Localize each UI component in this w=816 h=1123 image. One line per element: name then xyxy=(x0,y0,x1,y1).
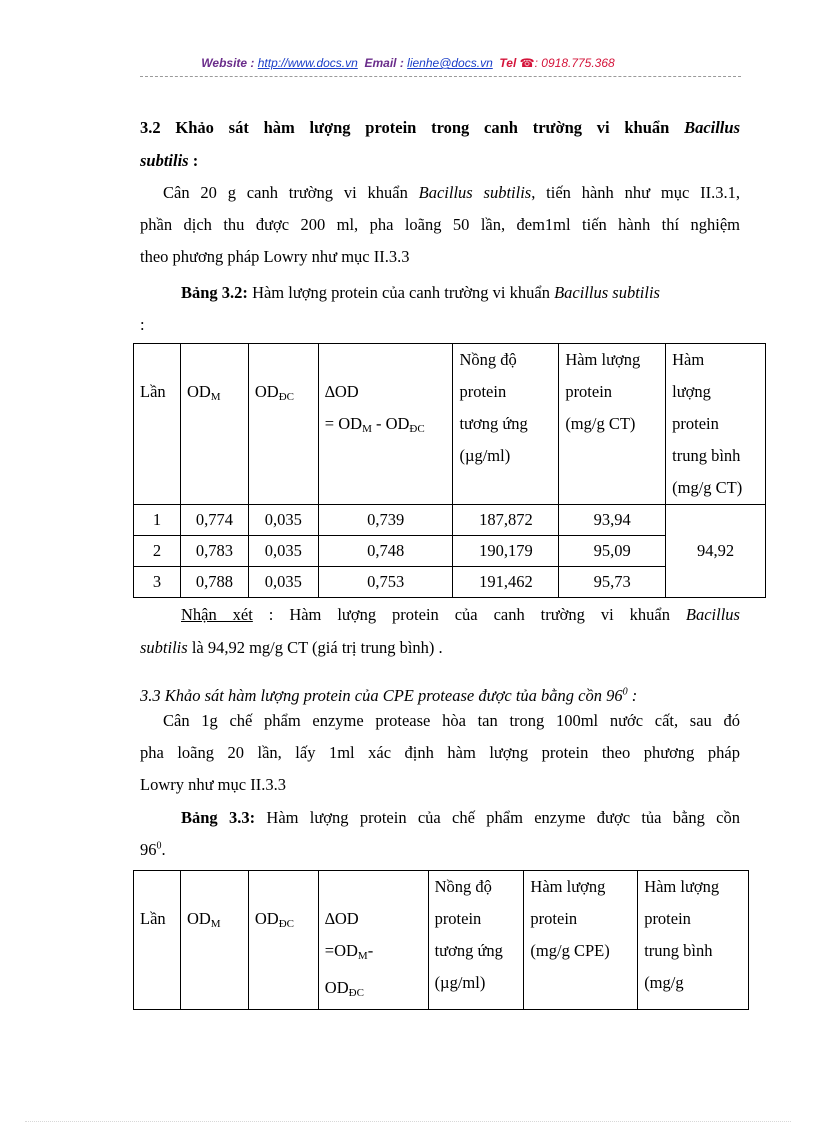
header-od-dc: $OD_{ĐC}$ xyxy=(248,344,318,505)
cell-od-m: 0,788 xyxy=(180,567,248,598)
page-bottom-border xyxy=(25,1121,791,1122)
cell-concentration: 190,179 xyxy=(453,536,559,567)
table-header-row xyxy=(134,871,749,1010)
header-concentration: Nồng độ protein tương ứng (µg/ml) xyxy=(428,871,524,1010)
section-3-2-heading-cont: subtilis : xyxy=(140,151,199,170)
header-od-m: $OD_M$ xyxy=(180,344,248,505)
section-3-3-heading: 3.3 Khảo sát hàm lượng protein của CPE protease được tủa bằng cồn $96^0$ : xyxy=(140,686,638,705)
cell-content: 95,73 xyxy=(559,567,666,598)
paragraph-line: theo phương pháp Lowry như mục II.3.3 xyxy=(140,247,410,266)
cell-delta-od: 0,739 xyxy=(318,505,453,536)
header-od-m: $OD_M$ xyxy=(180,871,248,1010)
header-divider xyxy=(140,76,741,77)
paragraph-line: Cân 1g chế phẩm enzyme protease hòa tan trong 100ml nước cất, sau đó xyxy=(163,711,740,730)
section-3-2-heading: 3.2 Khảo sát hàm lượng protein trong canh trường vi khuẩn Bacillus xyxy=(140,118,740,137)
tel-label: Tel xyxy=(499,56,517,70)
header-delta-od: ∆OD $=OD_M-$ $OD_{ĐC}$ xyxy=(318,871,428,1010)
paragraph-line: Lowry như mục II.3.3 xyxy=(140,775,286,794)
header-average: Hàm lượng protein trung bình (mg/g CT) xyxy=(666,344,766,505)
website-link[interactable]: http://www.docs.vn xyxy=(257,56,358,70)
cell-content: 95,09 xyxy=(559,536,666,567)
comment-line: Nhận xét : Hàm lượng protein của canh trường vi khuẩn Bacillus xyxy=(181,605,740,624)
cell-od-dc: 0,035 xyxy=(248,567,318,598)
cell-od-dc: 0,035 xyxy=(248,536,318,567)
table-3-2-caption: Bảng 3.2: Hàm lượng protein của canh trường vi khuẩn Bacillus subtilis xyxy=(181,283,660,302)
cell-average: 94,92 xyxy=(666,505,766,598)
cell-lan: 1 xyxy=(134,505,181,536)
header-content: Hàm lượng protein (mg/g CT) xyxy=(559,344,666,505)
paragraph-line: phần dịch thu được 200 ml, pha loãng 50 lần, đem1ml tiến hành thí nghiệm xyxy=(140,215,740,234)
cell-od-m: 0,774 xyxy=(180,505,248,536)
cell-lan: 2 xyxy=(134,536,181,567)
header-average: Hàm lượng protein trung bình (mg/g xyxy=(638,871,749,1010)
comment-line-cont: subtilis là 94,92 mg/g CT (giá trị trung bình) . xyxy=(140,638,443,657)
website-label: Website : xyxy=(201,56,255,70)
header-concentration: Nồng độ protein tương ứng (µg/ml) xyxy=(453,344,559,505)
phone-icon: ☎ xyxy=(519,56,535,70)
header-od-dc: $OD_{ĐC}$ xyxy=(248,871,318,1010)
table-3-2 xyxy=(133,343,766,598)
table-header-row xyxy=(134,344,766,505)
header-lan: Lần xyxy=(134,344,181,505)
header-lan: Lần xyxy=(134,871,181,1010)
email-label: Email : xyxy=(364,56,404,70)
cell-lan: 3 xyxy=(134,567,181,598)
table-3-2-caption-colon: : xyxy=(140,315,145,334)
table-3-3-caption-cont: $96^0$. xyxy=(140,840,166,859)
table-3-3-caption: Bảng 3.3: Hàm lượng protein của chế phẩm enzyme được tủa bằng cồn xyxy=(181,808,740,827)
paragraph-line: pha loãng 20 lần, lấy 1ml xác định hàm lượng protein theo phương pháp xyxy=(140,743,740,762)
header-content: Hàm lượng protein (mg/g CPE) xyxy=(524,871,638,1010)
email-link[interactable]: lienhe@docs.vn xyxy=(407,56,493,70)
cell-delta-od: 0,753 xyxy=(318,567,453,598)
header-delta-od: ∆OD = $OD_M - OD_{ĐC}$ xyxy=(318,344,453,505)
tel-value: : 0918.775.368 xyxy=(534,56,615,70)
cell-od-m: 0,783 xyxy=(180,536,248,567)
table-3-3 xyxy=(133,870,749,1010)
cell-concentration: 191,462 xyxy=(453,567,559,598)
paragraph-line: Cân 20 g canh trường vi khuẩn Bacillus subtilis, tiến hành như mục II.3.1, xyxy=(163,183,740,202)
table-row xyxy=(134,505,766,536)
cell-content: 93,94 xyxy=(559,505,666,536)
cell-delta-od: 0,748 xyxy=(318,536,453,567)
page-header xyxy=(0,56,816,70)
cell-concentration: 187,872 xyxy=(453,505,559,536)
cell-od-dc: 0,035 xyxy=(248,505,318,536)
